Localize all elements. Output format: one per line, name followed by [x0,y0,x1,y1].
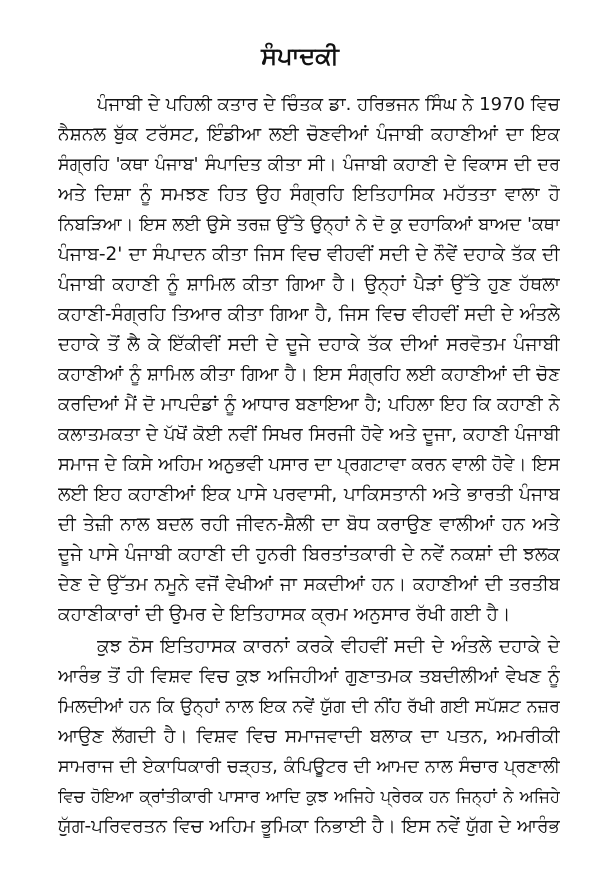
page-title: ਸੰਪਾਦਕੀ [261,42,339,70]
text-line: ਦੂਜੇ ਪਾਸੇ ਪੰਜਾਬੀ ਕਹਾਣੀ ਦੀ ਹੁਨਰੀ ਬਿਰਤਾਂਤਕਾਰੀ ਦੇ ਨਵੇਂ ਨਕਸ਼ਾਂ ਦੀ ਝਲਕ [58,544,560,565]
text-line: ਸਮਾਜ ਦੇ ਕਿਸੇ ਅਹਿਮ ਅਨੁਭਵੀ ਪਸਾਰ ਦਾ ਪ੍ਰਗਟਾਵਾ ਕਰਨ ਵਾਲੀ ਹੋਵੇ। ਇਸ [58,454,560,475]
text-line: ਯੁੱਗ-ਪਰਿਵਰਤਨ ਵਿਚ ਅਹਿਮ ਭੂਮਿਕਾ ਨਿਭਾਈ ਹੈ। ਇਸ ਨਵੇਂ ਯੁੱਗ ਦੇ ਆਰੰਭ [58,816,560,837]
text-line: ਆਉਣ ਲੱਗਦੀ ਹੈ। ਵਿਸ਼ਵ ਵਿਚ ਸਮਾਜਵਾਦੀ ਬਲਾਕ ਦਾ ਪਤਨ, ਅਮਰੀਕੀ [58,726,560,747]
text-line: ਨੈਸ਼ਨਲ ਬੁੱਕ ਟਰੱਸਟ, ਇੰਡੀਆ ਲਈ ਚੋਣਵੀਆਂ ਪੰਜਾਬੀ ਕਹਾਣੀਆਂ ਦਾ ਇਕ [58,124,560,145]
text-line: ਨਿਬੜਿਆ। ਇਸ ਲਈ ਉਸੇ ਤਰਜ਼ ਉੱਤੇ ਉਨ੍ਹਾਂ ਨੇ ਦੋ ਕੁ ਦਹਾਕਿਆਂ ਬਾਅਦ 'ਕਥਾ [58,215,560,235]
text-line: ਸਾਮਰਾਜ ਦੀ ਏਕਾਧਿਕਾਰੀ ਚੜ੍ਹਤ, ਕੰਪਿਊਟਰ ਦੀ ਆਮਦ ਨਾਲ ਸੰਚਾਰ ਪ੍ਰਣਾਲੀ [58,757,560,777]
text-line: ਦੇਣ ਦੇ ਉੱਤਮ ਨਮੂਨੇ ਵਜੋਂ ਵੇਖੀਆਂ ਜਾ ਸਕਦੀਆਂ ਹਨ। ਕਹਾਣੀਆਂ ਦੀ ਤਰਤੀਬ [58,574,560,595]
text-line: ਕਰਦਿਆਂ ਮੈਂ ਦੋ ਮਾਪਦੰਡਾਂ ਨੂੰ ਆਧਾਰ ਬਣਾਇਆ ਹੈ; ਪਹਿਲਾ ਇਹ ਕਿ ਕਹਾਣੀ ਨੇ [58,394,560,415]
text-line: ਮਿਲਦੀਆਂ ਹਨ ਕਿ ਉਨ੍ਹਾਂ ਨਾਲ ਇਕ ਨਵੇਂ ਯੁੱਗ ਦੀ ਨੀਂਹ ਰੱਖੀ ਗਈ ਸਪੱਸ਼ਟ ਨਜ਼ਰ [58,697,560,717]
text-line: ਪੰਜਾਬੀ ਕਹਾਣੀ ਨੂੰ ਸ਼ਾਮਿਲ ਕੀਤਾ ਗਿਆ ਹੈ। ਉਨ੍ਹਾਂ ਪੈੜਾਂ ਉੱਤੇ ਹੁਣ ਹੱਥਲਾ [58,274,560,295]
text-line: ਕਹਾਣੀਕਾਰਾਂ ਦੀ ਉਮਰ ਦੇ ਇਤਿਹਾਸਕ ਕ੍ਰਮ ਅਨੁਸਾਰ ਰੱਖੀ ਗਈ ਹੈ। [58,604,511,625]
text-line: ਪੰਜਾਬੀ ਦੇ ਪਹਿਲੀ ਕਤਾਰ ਦੇ ਚਿੰਤਕ ਡਾ. ਹਰਿਭਜਨ ਸਿੰਘ ਨੇ 1970 ਵਿਚ [97,94,560,115]
text-line: ਕੁਝ ਠੋਸ ਇਤਿਹਾਸਕ ਕਾਰਨਾਂ ਕਰਕੇ ਵੀਹਵੀਂ ਸਦੀ ਦੇ ਅੰਤਲੇ ਦਹਾਕੇ ਦੇ [97,636,560,657]
text-line: ਕਲਾਤਮਕਤਾ ਦੇ ਪੱਖੋਂ ਕੋਈ ਨਵੀਂ ਸਿਖਰ ਸਿਰਜੀ ਹੋਵੇ ਅਤੇ ਦੂਜਾ, ਕਹਾਣੀ ਪੰਜਾਬੀ [58,424,560,445]
text-line: ਪੰਜਾਬ-2' ਦਾ ਸੰਪਾਦਨ ਕੀਤਾ ਜਿਸ ਵਿਚ ਵੀਹਵੀਂ ਸਦੀ ਦੇ ਨੌਵੇਂ ਦਹਾਕੇ ਤੱਕ ਦੀ [58,244,560,265]
text-line: ਆਰੰਭ ਤੋਂ ਹੀ ਵਿਸ਼ਵ ਵਿਚ ਕੁਝ ਅਜਿਹੀਆਂ ਗੁਣਾਤਮਕ ਤਬਦੀਲੀਆਂ ਵੇਖਣ ਨੂੰ [58,666,560,687]
text-line: ਕਹਾਣੀਆਂ ਨੂੰ ਸ਼ਾਮਿਲ ਕੀਤਾ ਗਿਆ ਹੈ। ਇਸ ਸੰਗ੍ਰਹਿ ਲਈ ਕਹਾਣੀਆਂ ਦੀ ਚੋਣ [58,364,560,385]
text-line: ਦੀ ਤੇਜ਼ੀ ਨਾਲ ਬਦਲ ਰਹੀ ਜੀਵਨ-ਸ਼ੈਲੀ ਦਾ ਬੋਧ ਕਰਾਉਣ ਵਾਲੀਆਂ ਹਨ ਅਤੇ [58,514,560,535]
text-line: ਕਹਾਣੀ-ਸੰਗ੍ਰਹਿ ਤਿਆਰ ਕੀਤਾ ਗਿਆ ਹੈ, ਜਿਸ ਵਿਚ ਵੀਹਵੀਂ ਸਦੀ ਦੇ ਅੰਤਲੇ [58,304,560,325]
text-line: ਦਹਾਕੇ ਤੋਂ ਲੈ ਕੇ ਇੱਕੀਵੀਂ ਸਦੀ ਦੇ ਦੂਜੇ ਦਹਾਕੇ ਤੱਕ ਦੀਆਂ ਸਰਵੋਤਮ ਪੰਜਾਬੀ [58,334,560,355]
text-line: ਲਈ ਇਹ ਕਹਾਣੀਆਂ ਇਕ ਪਾਸੇ ਪਰਵਾਸੀ, ਪਾਕਿਸਤਾਨੀ ਅਤੇ ਭਾਰਤੀ ਪੰਜਾਬ [58,484,560,505]
text-line: ਵਿਚ ਹੋਇਆ ਕ੍ਰਾਂਤੀਕਾਰੀ ਪਾਸਾਰ ਆਦਿ ਕੁਝ ਅਜਿਹੇ ਪ੍ਰੇਰਕ ਹਨ ਜਿਨ੍ਹਾਂ ਨੇ ਅਜਿਹੇ [58,787,560,806]
text-line: ਅਤੇ ਦਿਸ਼ਾ ਨੂੰ ਸਮਝਣ ਹਿਤ ਉਹ ਸੰਗ੍ਰਹਿ ਇਤਿਹਾਸਿਕ ਮਹੱਤਤਾ ਵਾਲਾ ਹੋ [58,184,560,205]
text-line: ਸੰਗ੍ਰਹਿ 'ਕਥਾ ਪੰਜਾਬ' ਸੰਪਾਦਿਤ ਕੀਤਾ ਸੀ। ਪੰਜਾਬੀ ਕਹਾਣੀ ਦੇ ਵਿਕਾਸ ਦੀ ਦਰ [58,155,560,175]
